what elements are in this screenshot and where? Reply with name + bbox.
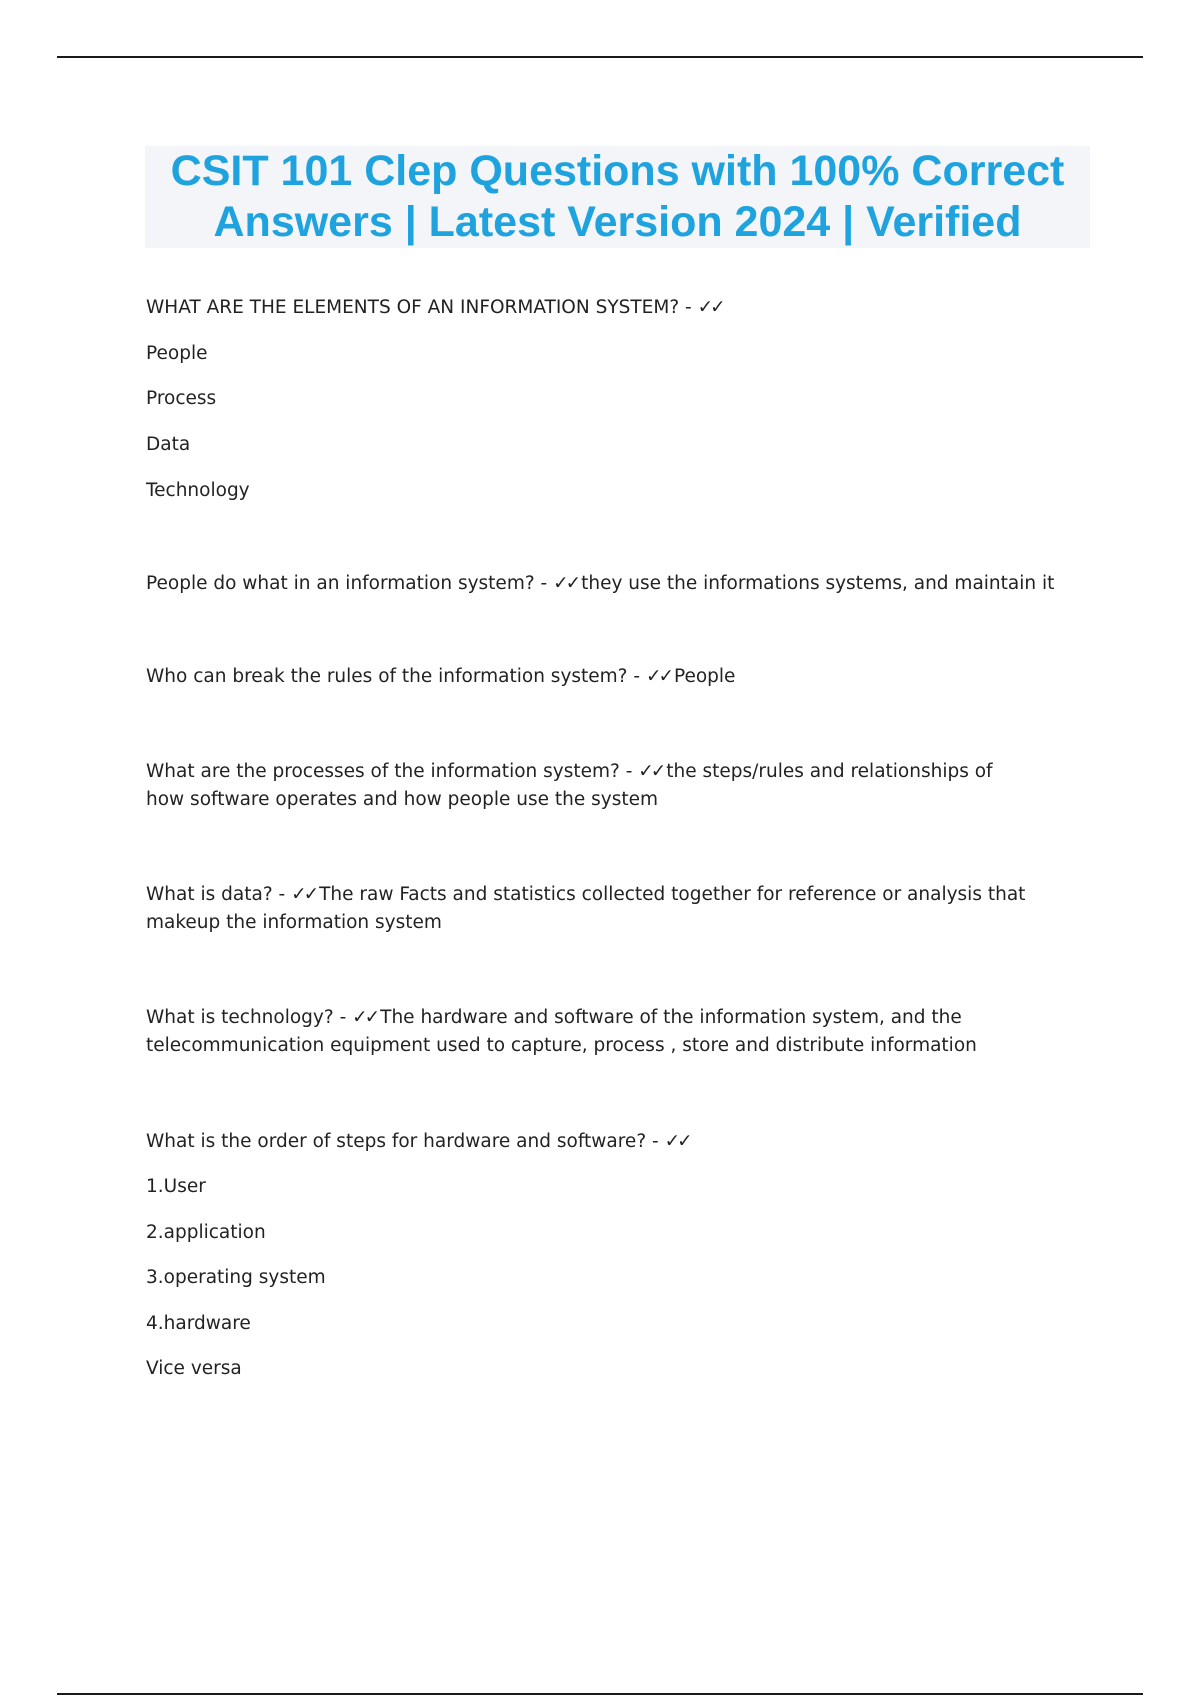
checkmark-icon: ✓✓ [553,573,579,594]
list-item: 4.hardware [146,1313,251,1334]
question-text: What is the order of steps for hardware and software? - [146,1131,665,1152]
answer-text: the steps/rules and relationships of how software operates and how people use the system [146,761,993,810]
title-line-1: CSIT 101 Clep Questions with 100% Correct [170,147,1065,195]
list-item: Technology [146,480,250,501]
list-item: People [146,343,208,364]
list-item: Vice versa [146,1358,242,1379]
answer-text: they use the informations systems, and maintain it [581,573,1055,594]
answer-text: The raw Facts and statistics collected together for reference or analysis that makeup the information system [146,884,1026,933]
list-item: 3.operating system [146,1267,326,1288]
question-7 [146,1128,693,1156]
question-text: WHAT ARE THE ELEMENTS OF AN INFORMATION SYSTEM? - [146,297,698,318]
checkmark-icon: ✓✓ [638,761,664,782]
question-text: Who can break the rules of the information system? - [146,666,646,687]
bottom-rule [57,1693,1143,1695]
question-6 [146,1004,996,1060]
list-item: 1.User [146,1176,206,1197]
question-5 [146,881,1086,937]
question-1 [146,294,726,322]
checkmark-icon: ✓✓ [697,297,723,318]
list-item: 2.application [146,1222,266,1243]
question-text: What is data? - [146,884,292,905]
title-line-2: Answers | Latest Version 2024 | Verified [213,198,1022,246]
title-banner [145,146,1090,248]
question-text: What is technology? - [146,1007,353,1028]
question-3 [146,663,735,691]
checkmark-icon: ✓✓ [352,1007,378,1028]
list-item: Data [146,434,191,455]
question-4 [146,758,1026,814]
checkmark-icon: ✓✓ [645,666,671,687]
question-text: What are the processes of the information system? - [146,761,639,782]
checkmark-icon: ✓✓ [664,1131,690,1152]
answer-text: People [673,666,736,687]
answer-text: The hardware and software of the information system, and the telecommunication equipment used to capture, process , store and distribute information [146,1007,977,1056]
question-text: People do what in an information system? - [146,573,554,594]
list-item: Process [146,388,217,409]
top-rule [57,56,1143,58]
question-2 [146,570,1054,598]
checkmark-icon: ✓✓ [291,884,317,905]
